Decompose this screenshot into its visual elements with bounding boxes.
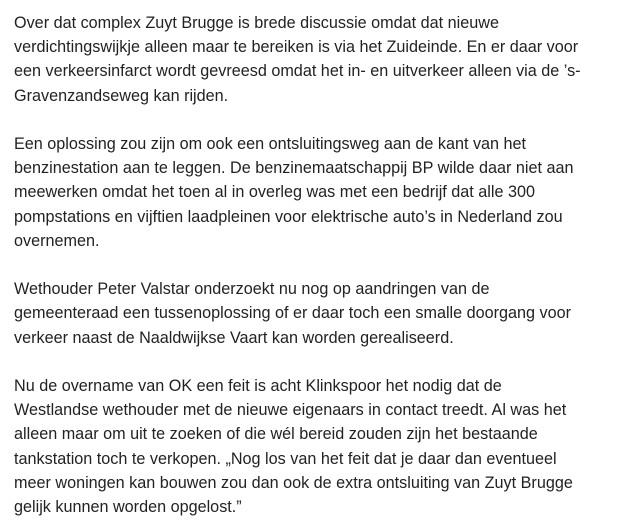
text-line: pompstations en vijftien laadpleinen voor elektrische auto’s in Nederland zou [14,207,563,226]
text-line: Wethouder Peter Valstar onderzoekt nu nog op aandringen van de [14,280,490,299]
text-line: meewerken omdat het toen al in overleg was met een bedrijf dat alle 300 [14,183,536,202]
text-line: Westlandse wethouder met de nieuwe eigenaars in contact treedt. Al was het [14,401,567,420]
text-line: Gravenzandseweg kan rijden. [14,86,229,105]
text-line: Nu de overname van OK een feit is acht Klinkspoor het nodig dat de [14,377,502,395]
text-line: overnemen. [14,231,100,250]
text-line: Een oplossing zou zijn om ook een ontsluitingsweg aan de kant van het [14,135,527,153]
text-line: een verkeersinfarct wordt gevreesd omdat het in- en uitverkeer alleen via de ’s- [14,62,581,81]
text-line: gemeenteraad een tussenoplossing of er daar toch een smalle doorgang voor [14,304,572,323]
text-line: Over dat complex Zuyt Brugge is brede discussie omdat dat nieuwe [14,14,499,32]
text-line: alleen maar om uit te zoeken of die wél bereid zouden zijn het bestaande [14,425,538,444]
text-line: meer woningen kan bouwen zou dan ook de extra ontsluiting van Zuyt Brugge [14,473,573,492]
text-line: verdichtingswijkje alleen maar te bereiken is via het Zuideinde. En er daar voor [14,38,579,57]
text-line: gelijk kunnen worden opgelost.” [14,498,242,517]
article-paragraph-3 [14,277,618,350]
text-line: verkeer naast de Naaldwijkse Vaart kan worden gerealiseerd. [14,328,454,347]
article-paragraph-2 [14,132,618,253]
text-line: tankstation toch te verkopen. „Nog los van het feit dat je daar dan eventueel [14,449,557,468]
text-line: benzinestation aan te leggen. De benzinemaatschappij BP wilde daar niet aan [14,159,574,178]
article-paragraph-4 [14,374,618,519]
article-paragraph-1 [14,11,618,108]
